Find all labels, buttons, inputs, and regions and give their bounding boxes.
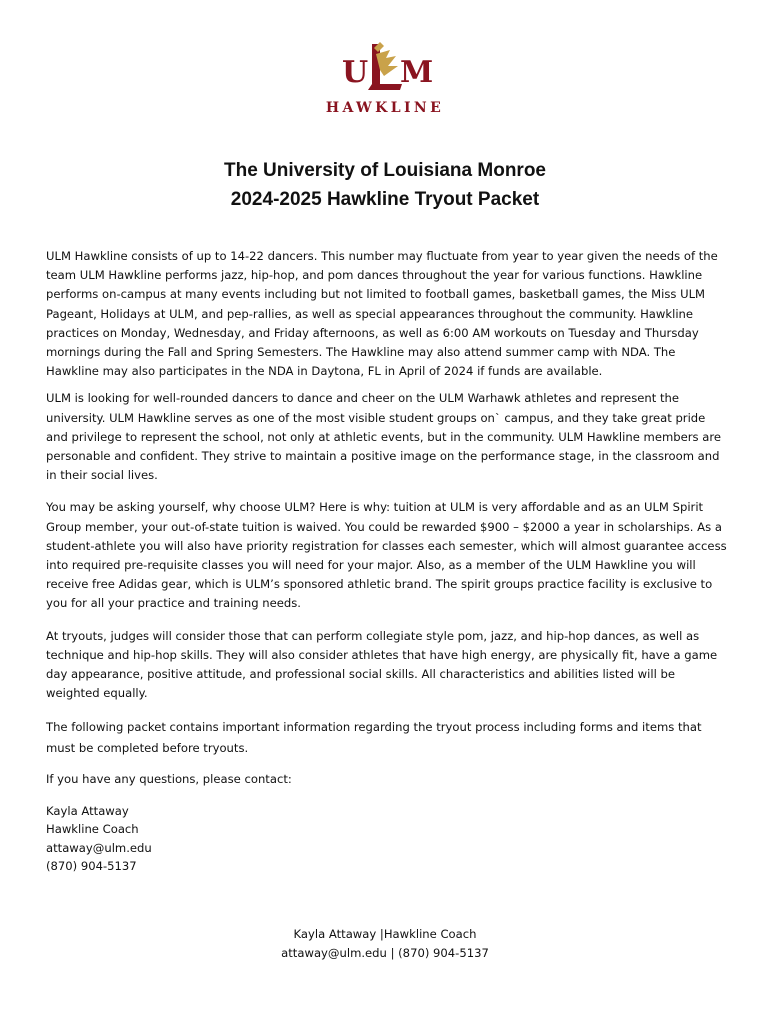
document-title — [0, 156, 770, 214]
footer-line-1: Kayla Attaway |Hawkline Coach — [293, 927, 477, 941]
contact-email[interactable]: attaway@ulm.edu — [46, 840, 152, 855]
contact-role: Hawkline Coach — [46, 822, 139, 837]
ulm-hawkline-logo — [310, 40, 460, 120]
logo-wordmark: HAWKLINE — [325, 100, 445, 116]
title-line-2: 2024-2025 Hawkline Tryout Packet — [230, 189, 540, 210]
paragraph-intro: ULM Hawkline consists of up to 14-22 dancers. This number may fluctuate from year to year given the needs of the team ULM Hawkline performs jazz, hip-hop, and pom dances throughout the year for various functions. Hawkline performs on-campus at many events including but not limited to football games, basketball games, the Miss ULM Pageant, Holidays at ULM, and pep-rallies, as well as special appearances throughout the community. Hawkline practices on Monday, Wednesday, and Friday afternoons, as well as 6:00 AM workouts on Tuesday and Thursday mornings during the Fall and Spring Semesters. The Hawkline may also attend summer camp with NDA. The Hawkline may also participates in the NDA in Daytona, FL in April of 2024 if funds are available. — [46, 249, 718, 379]
paragraph-why-ulm: You may be asking yourself, why choose ULM? Here is why: tuition at ULM is very affordable and as an ULM Spirit Group member, your out-of-state tuition is waived. You could be rewarded $900 – $2000 a year in scholarships. As a student-athlete you will also have priority registration for classes each semester, which will almost guarantee access into required pre-requisite classes you will need for your major. Also, as a member of the ULM Hawkline you will receive free Adidas gear, which is ULM’s sponsored athletic brand. The spirit groups practice facility is exclusive to you for all your practice and training needs. — [46, 500, 727, 611]
contact-block — [46, 802, 730, 876]
paragraph-questions: If you have any questions, please contact: — [46, 772, 292, 787]
contact-phone: (870) 904-5137 — [46, 859, 137, 874]
logo-letter-m: M — [400, 55, 434, 90]
paragraph-looking-for: ULM is looking for well-rounded dancers to dance and cheer on the ULM Warhawk athletes and represent the university. ULM Hawkline serves as one of the most visible student groups on` campus, and they take great pride and privilege to represent the school, not only at athletic events, but in the community. ULM Hawkline members are personable and confident. They strive to maintain a positive image on the performance stage, in the classroom and in their social lives. — [46, 391, 721, 483]
page-footer — [0, 925, 770, 963]
logo-letter-u: U — [342, 55, 369, 90]
paragraph-tryouts: At tryouts, judges will consider those that can perform collegiate style pom, jazz, and hip-hop dances, as well as technique and hip-hop skills. They will also consider athletes that have high energy, are physically fit, have a game day appearance, positive attitude, and professional social skills. All characteristics and abilities listed will be weighted equally. — [46, 628, 718, 701]
document-body — [46, 247, 730, 876]
footer-line-2: attaway@ulm.edu | (870) 904-5137 — [281, 946, 489, 960]
contact-name: Kayla Attaway — [46, 803, 129, 818]
title-line-1: The University of Louisiana Monroe — [224, 160, 546, 181]
hawk-logo-icon — [310, 40, 460, 102]
paragraph-packet-info: The following packet contains important information regarding the tryout process including forms and items that must be completed before tryouts. — [46, 720, 702, 756]
